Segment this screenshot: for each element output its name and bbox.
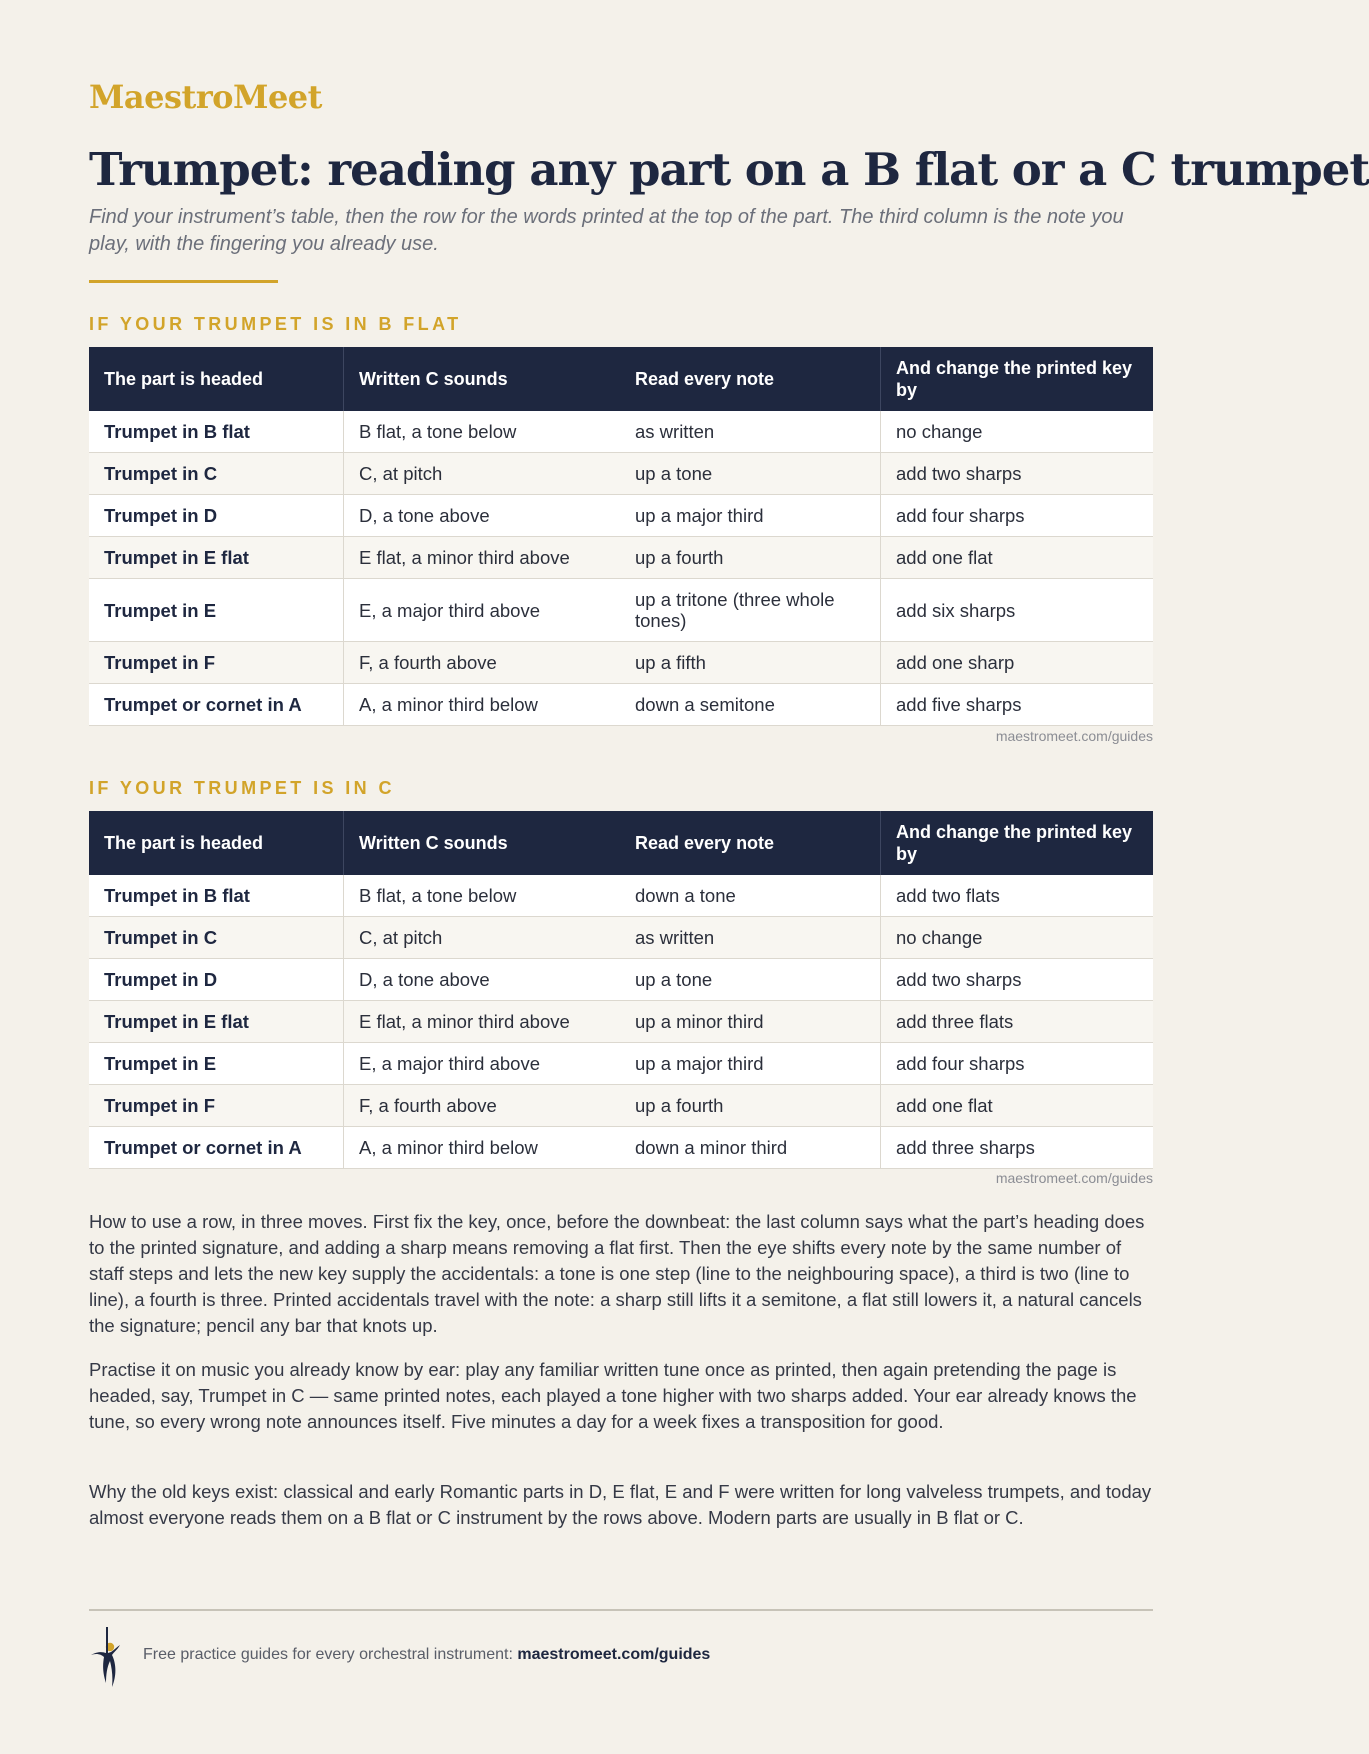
table-cell: no change [881, 917, 1154, 959]
table-cell: C, at pitch [344, 917, 621, 959]
table-cell-heading: Trumpet in F [89, 642, 344, 684]
table-cell: A, a minor third below [344, 684, 621, 726]
dancing-figure-icon [89, 1625, 121, 1689]
table-row [89, 1043, 1153, 1085]
table-cell: add two flats [881, 875, 1154, 917]
brand-logo-text: MaestroMeet [89, 78, 322, 116]
source-link[interactable]: maestromeet.com/guides [995, 728, 1153, 744]
body-paragraph: Why the old keys exist: classical and early Romantic parts in D, E flat, E and F were written for long valveless trumpets, and today almost everyone reads them on a B flat or C instrument by the rows above. Modern parts are usually in B flat or C. [89, 1481, 1152, 1528]
table-row [89, 1085, 1153, 1127]
table-row [89, 495, 1153, 537]
table-cell-heading: Trumpet in B flat [89, 875, 344, 917]
table-cell: up a fourth [620, 537, 881, 579]
table-cell-heading: Trumpet in C [89, 453, 344, 495]
accent-divider [89, 280, 278, 283]
footer-divider [89, 1609, 1153, 1611]
section-label-c: IF YOUR TRUMPET IS IN C [89, 778, 395, 798]
table-cell: E, a major third above [344, 579, 621, 642]
column-header: Read every note [620, 811, 881, 875]
table-cell: no change [881, 411, 1154, 453]
table-cell: add two sharps [881, 453, 1154, 495]
body-paragraph: Practise it on music you already know by ear: play any familiar written tune once as printed, then again pretending the page is headed, say, Trumpet in C — same printed notes, each played a tone higher with two sharps added. Your ear already knows the tune, so every wrong note announces itself. Five minutes a day for a week fixes a transposition for good. [89, 1359, 1137, 1432]
table-cell: add three flats [881, 1001, 1154, 1043]
table-cell-heading: Trumpet in E flat [89, 537, 344, 579]
column-header: And change the printed key by [881, 347, 1154, 411]
table-cell: up a tone [620, 453, 881, 495]
section-label-b-flat: IF YOUR TRUMPET IS IN B FLAT [89, 314, 462, 334]
table-row [89, 684, 1153, 726]
table-row [89, 537, 1153, 579]
table-cell: F, a fourth above [344, 1085, 621, 1127]
table-cell: up a tone [620, 959, 881, 1001]
table-header-row [89, 811, 1153, 875]
table-cell: A, a minor third below [344, 1127, 621, 1169]
table-cell: add four sharps [881, 495, 1154, 537]
table-cell-heading: Trumpet in C [89, 917, 344, 959]
table-row [89, 579, 1153, 642]
table-cell: C, at pitch [344, 453, 621, 495]
table-row [89, 875, 1153, 917]
table-cell: up a minor third [620, 1001, 881, 1043]
table-cell: E flat, a minor third above [344, 1001, 621, 1043]
table-cell-heading: Trumpet or cornet in A [89, 684, 344, 726]
table-row [89, 1127, 1153, 1169]
table-cell: up a fourth [620, 1085, 881, 1127]
transposition-table-b-flat [89, 347, 1153, 726]
table-cell: as written [620, 411, 881, 453]
footer-link[interactable]: maestromeet.com/guides [517, 1646, 711, 1663]
footer-text: Free practice guides for every orchestral instrument: [143, 1646, 518, 1663]
table-cell: add three sharps [881, 1127, 1154, 1169]
table-cell-heading: Trumpet in E [89, 1043, 344, 1085]
table-cell-heading: Trumpet in E [89, 579, 344, 642]
table-row [89, 453, 1153, 495]
table-cell: E, a major third above [344, 1043, 621, 1085]
table-cell: add five sharps [881, 684, 1154, 726]
table-cell-heading: Trumpet in E flat [89, 1001, 344, 1043]
body-paragraph: How to use a row, in three moves. First fix the key, once, before the downbeat: the last column says what the part’s heading does to the printed signature, and adding a sharp means removing a flat first. Then the eye shifts every note by the same number of staff steps and lets the new key supply the accidentals: a tone is one step (line to the neighbouring space), a third is two (line to line), a fourth is three. Printed accidentals travel with the note: a sharp still lifts it a semitone, a flat still lowers it, a natural cancels the signature; pencil any bar that knots up. [89, 1211, 1145, 1336]
table-cell: down a minor third [620, 1127, 881, 1169]
footer-note [143, 1646, 710, 1664]
column-header: The part is headed [89, 347, 344, 411]
table-cell: B flat, a tone below [344, 875, 621, 917]
table-cell-heading: Trumpet in D [89, 495, 344, 537]
table-cell: down a semitone [620, 684, 881, 726]
table-cell: up a major third [620, 1043, 881, 1085]
table-cell: up a fifth [620, 642, 881, 684]
table-cell: B flat, a tone below [344, 411, 621, 453]
table-cell: up a tritone (three whole tones) [620, 579, 881, 642]
column-header: Read every note [620, 347, 881, 411]
table-cell: add six sharps [881, 579, 1154, 642]
table-row [89, 642, 1153, 684]
table-cell: E flat, a minor third above [344, 537, 621, 579]
column-header: Written C sounds [344, 811, 621, 875]
source-link[interactable]: maestromeet.com/guides [995, 1170, 1153, 1186]
table-row [89, 1001, 1153, 1043]
table-cell: add one sharp [881, 642, 1154, 684]
column-header: Written C sounds [344, 347, 621, 411]
column-header: The part is headed [89, 811, 344, 875]
table-cell: add four sharps [881, 1043, 1154, 1085]
page-title: Trumpet: reading any part on a B flat or a C trumpet [89, 143, 1369, 196]
table-row [89, 959, 1153, 1001]
table-row [89, 917, 1153, 959]
table-cell-heading: Trumpet in B flat [89, 411, 344, 453]
table-cell: F, a fourth above [344, 642, 621, 684]
table-cell: D, a tone above [344, 959, 621, 1001]
table-cell: D, a tone above [344, 495, 621, 537]
transposition-table-c [89, 811, 1153, 1169]
table-cell: add two sharps [881, 959, 1154, 1001]
table-cell-heading: Trumpet or cornet in A [89, 1127, 344, 1169]
table-cell: down a tone [620, 875, 881, 917]
table-cell-heading: Trumpet in D [89, 959, 344, 1001]
intro-text: Find your instrument’s table, then the row for the words printed at the top of the part. The third column is the note you play, with the fingering you already use. [89, 206, 1124, 255]
table-cell: up a major third [620, 495, 881, 537]
column-header: And change the printed key by [881, 811, 1154, 875]
table-header-row [89, 347, 1153, 411]
table-cell-heading: Trumpet in F [89, 1085, 344, 1127]
table-cell: as written [620, 917, 881, 959]
table-cell: add one flat [881, 537, 1154, 579]
table-cell: add one flat [881, 1085, 1154, 1127]
table-row [89, 411, 1153, 453]
